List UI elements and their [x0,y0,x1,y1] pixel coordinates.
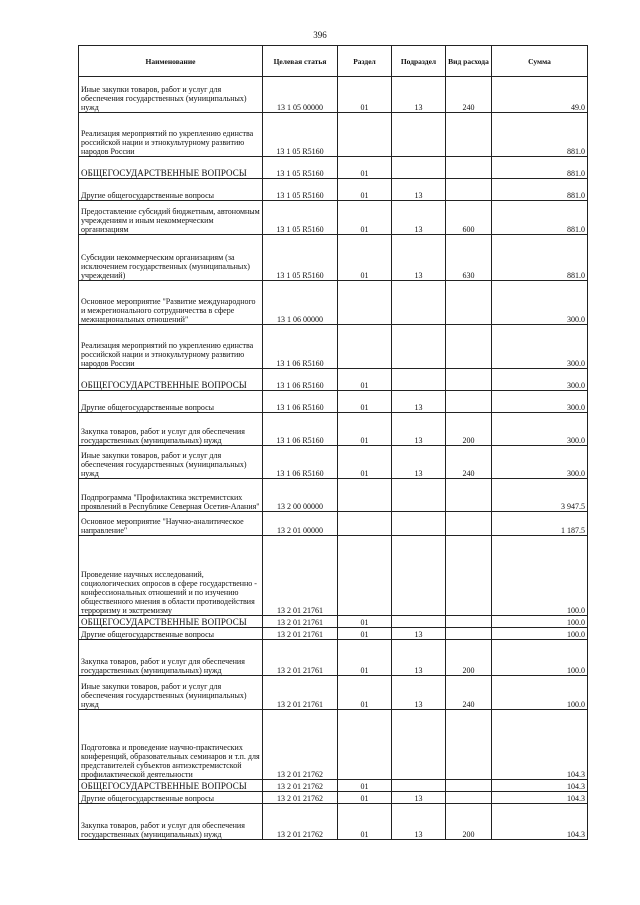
row-section-cell: 01 [338,369,392,391]
row-target-cell: 13 1 06 R5160 [263,391,338,413]
table-row [79,179,588,201]
row-subsection-cell [392,157,446,179]
table-row [79,235,588,281]
table-row [79,77,588,113]
row-expense-type-cell [446,512,492,536]
table-row [79,804,588,840]
row-amount-cell: 881.0 [492,235,588,281]
row-target-cell: 13 1 05 R5160 [263,157,338,179]
row-expense-type-cell: 200 [446,804,492,840]
row-subsection-cell: 13 [392,446,446,479]
row-target-cell: 13 2 01 21762 [263,804,338,840]
row-name-cell: Реализация мероприятий по укреплению единства российской нации и этнокультурному развитию народов России [79,113,263,157]
table-row [79,536,588,616]
row-target-cell: 13 1 06 00000 [263,281,338,325]
row-subsection-cell [392,512,446,536]
row-expense-type-cell [446,792,492,804]
row-amount-cell: 300.0 [492,325,588,369]
row-amount-cell: 104.3 [492,792,588,804]
row-subsection-cell [392,281,446,325]
table-row [79,113,588,157]
budget-table [78,45,588,840]
row-name-cell: Предоставление субсидий бюджетным, автономным учреждениям и иным некоммерческим организациям [79,201,263,235]
row-subsection-cell [392,616,446,628]
row-name-cell: ОБЩЕГОСУДАРСТВЕННЫЕ ВОПРОСЫ [79,369,263,391]
row-amount-cell: 100.0 [492,676,588,710]
row-expense-type-cell [446,369,492,391]
table-row [79,676,588,710]
row-amount-cell: 104.3 [492,780,588,792]
row-section-cell: 01 [338,235,392,281]
header-section: Раздел [338,46,392,77]
header-amount: Сумма [492,46,588,77]
row-name-cell: Иные закупки товаров, работ и услуг для обеспечения государственных (муниципальных) нужд [79,446,263,479]
row-target-cell: 13 1 05 R5160 [263,201,338,235]
row-expense-type-cell [446,281,492,325]
page-number: 396 [313,30,327,40]
row-subsection-cell: 13 [392,391,446,413]
table-row [79,628,588,640]
header-target: Целевая статья [263,46,338,77]
row-subsection-cell: 13 [392,628,446,640]
row-amount-cell: 100.0 [492,616,588,628]
row-target-cell: 13 2 00 00000 [263,479,338,512]
row-expense-type-cell: 240 [446,77,492,113]
table-row [79,792,588,804]
row-section-cell: 01 [338,792,392,804]
table-row [79,369,588,391]
row-section-cell [338,512,392,536]
row-amount-cell: 881.0 [492,179,588,201]
row-target-cell: 13 1 06 R5160 [263,446,338,479]
table-row [79,710,588,780]
row-subsection-cell [392,113,446,157]
row-expense-type-cell [446,710,492,780]
row-subsection-cell: 13 [392,413,446,446]
row-expense-type-cell [446,157,492,179]
row-section-cell: 01 [338,179,392,201]
row-target-cell: 13 2 01 21762 [263,780,338,792]
row-name-cell: Проведение научных исследований, социологических опросов в сфере государственно - конфессиональных отношений и по изучению общественного мнения в области противодействия терроризму и экстремизму [79,536,263,616]
table-row [79,512,588,536]
row-target-cell: 13 1 05 R5160 [263,113,338,157]
row-subsection-cell: 13 [392,640,446,676]
table-body [79,77,588,840]
row-section-cell [338,113,392,157]
row-name-cell: ОБЩЕГОСУДАРСТВЕННЫЕ ВОПРОСЫ [79,616,263,628]
row-target-cell: 13 2 01 21762 [263,792,338,804]
row-target-cell: 13 1 06 R5160 [263,325,338,369]
row-expense-type-cell [446,616,492,628]
row-section-cell: 01 [338,391,392,413]
row-subsection-cell [392,479,446,512]
row-name-cell: Закупка товаров, работ и услуг для обеспечения государственных (муниципальных) нужд [79,640,263,676]
table-row [79,325,588,369]
row-target-cell: 13 2 01 00000 [263,512,338,536]
row-section-cell: 01 [338,804,392,840]
row-name-cell: Основное мероприятие "Развитие международного и межрегионального сотрудничества в сфере межнациональных отношений" [79,281,263,325]
header-expense-type: Вид расхода [446,46,492,77]
row-expense-type-cell [446,179,492,201]
table-header-row [79,46,588,77]
row-expense-type-cell [446,479,492,512]
row-expense-type-cell: 200 [446,640,492,676]
row-section-cell [338,281,392,325]
row-subsection-cell: 13 [392,792,446,804]
row-amount-cell: 104.3 [492,804,588,840]
table-row [79,446,588,479]
row-target-cell: 13 2 01 21761 [263,676,338,710]
row-target-cell: 13 2 01 21762 [263,710,338,780]
row-subsection-cell [392,780,446,792]
row-amount-cell: 300.0 [492,446,588,479]
row-amount-cell: 881.0 [492,157,588,179]
table-row [79,157,588,179]
row-section-cell: 01 [338,201,392,235]
row-amount-cell: 100.0 [492,536,588,616]
row-name-cell: Субсидии некоммерческим организациям (за исключением государственных (муниципальных) учреждений) [79,235,263,281]
row-name-cell: Другие общегосударственные вопросы [79,792,263,804]
row-target-cell: 13 1 06 R5160 [263,413,338,446]
row-name-cell: Закупка товаров, работ и услуг для обеспечения государственных (муниципальных) нужд [79,804,263,840]
row-section-cell [338,536,392,616]
row-target-cell: 13 1 05 R5160 [263,235,338,281]
row-amount-cell: 300.0 [492,281,588,325]
row-subsection-cell [392,325,446,369]
row-amount-cell: 300.0 [492,369,588,391]
row-target-cell: 13 1 05 00000 [263,77,338,113]
row-name-cell: ОБЩЕГОСУДАРСТВЕННЫЕ ВОПРОСЫ [79,157,263,179]
row-name-cell: Другие общегосударственные вопросы [79,628,263,640]
row-expense-type-cell: 240 [446,446,492,479]
row-name-cell: Основное мероприятие "Научно-аналитическое направление" [79,512,263,536]
table-row [79,413,588,446]
row-subsection-cell: 13 [392,676,446,710]
table-row [79,391,588,413]
row-section-cell: 01 [338,628,392,640]
row-amount-cell: 100.0 [492,640,588,676]
row-expense-type-cell [446,113,492,157]
row-subsection-cell [392,369,446,391]
row-expense-type-cell [446,780,492,792]
row-expense-type-cell [446,391,492,413]
table-row [79,281,588,325]
table-row [79,616,588,628]
row-section-cell: 01 [338,780,392,792]
row-name-cell: ОБЩЕГОСУДАРСТВЕННЫЕ ВОПРОСЫ [79,780,263,792]
row-section-cell: 01 [338,446,392,479]
row-amount-cell: 104.3 [492,710,588,780]
row-name-cell: Реализация мероприятий по укреплению единства российской нации и этнокультурному развитию народов России [79,325,263,369]
row-section-cell: 01 [338,413,392,446]
row-subsection-cell: 13 [392,179,446,201]
row-section-cell [338,710,392,780]
row-name-cell: Закупка товаров, работ и услуг для обеспечения государственных (муниципальных) нужд [79,413,263,446]
row-subsection-cell: 13 [392,77,446,113]
row-name-cell: Иные закупки товаров, работ и услуг для обеспечения государственных (муниципальных) нужд [79,77,263,113]
row-amount-cell: 100.0 [492,628,588,640]
row-section-cell [338,479,392,512]
row-name-cell: Иные закупки товаров, работ и услуг для обеспечения государственных (муниципальных) нужд [79,676,263,710]
row-amount-cell: 49.0 [492,77,588,113]
row-target-cell: 13 2 01 21761 [263,616,338,628]
row-expense-type-cell: 200 [446,413,492,446]
row-expense-type-cell [446,628,492,640]
row-section-cell: 01 [338,616,392,628]
header-name: Наименование [79,46,263,77]
row-subsection-cell: 13 [392,804,446,840]
row-target-cell: 13 1 06 R5160 [263,369,338,391]
row-expense-type-cell: 240 [446,676,492,710]
row-target-cell: 13 2 01 21761 [263,536,338,616]
row-amount-cell: 300.0 [492,413,588,446]
table-row [79,780,588,792]
row-section-cell: 01 [338,640,392,676]
row-name-cell: Другие общегосударственные вопросы [79,179,263,201]
row-subsection-cell: 13 [392,201,446,235]
row-section-cell: 01 [338,157,392,179]
row-name-cell: Подпрограмма "Профилактика экстремистских проявлений в Республике Северная Осетия-Алания" [79,479,263,512]
row-section-cell [338,325,392,369]
row-name-cell: Подготовка и проведение научно-практических конференций, образовательных семинаров и т.п. для представителей субъектов антиэкстремистской профилактической деятельности [79,710,263,780]
table-row [79,201,588,235]
row-amount-cell: 300.0 [492,391,588,413]
row-amount-cell: 3 947.5 [492,479,588,512]
row-expense-type-cell [446,536,492,616]
row-subsection-cell [392,536,446,616]
row-amount-cell: 1 187.5 [492,512,588,536]
table-row [79,479,588,512]
row-expense-type-cell: 600 [446,201,492,235]
row-expense-type-cell: 630 [446,235,492,281]
row-amount-cell: 881.0 [492,113,588,157]
header-subsection: Подраздел [392,46,446,77]
row-name-cell: Другие общегосударственные вопросы [79,391,263,413]
row-section-cell: 01 [338,676,392,710]
row-target-cell: 13 2 01 21761 [263,640,338,676]
row-subsection-cell [392,710,446,780]
row-section-cell: 01 [338,77,392,113]
row-target-cell: 13 1 05 R5160 [263,179,338,201]
table-row [79,640,588,676]
row-target-cell: 13 2 01 21761 [263,628,338,640]
row-subsection-cell: 13 [392,235,446,281]
row-amount-cell: 881.0 [492,201,588,235]
row-expense-type-cell [446,325,492,369]
